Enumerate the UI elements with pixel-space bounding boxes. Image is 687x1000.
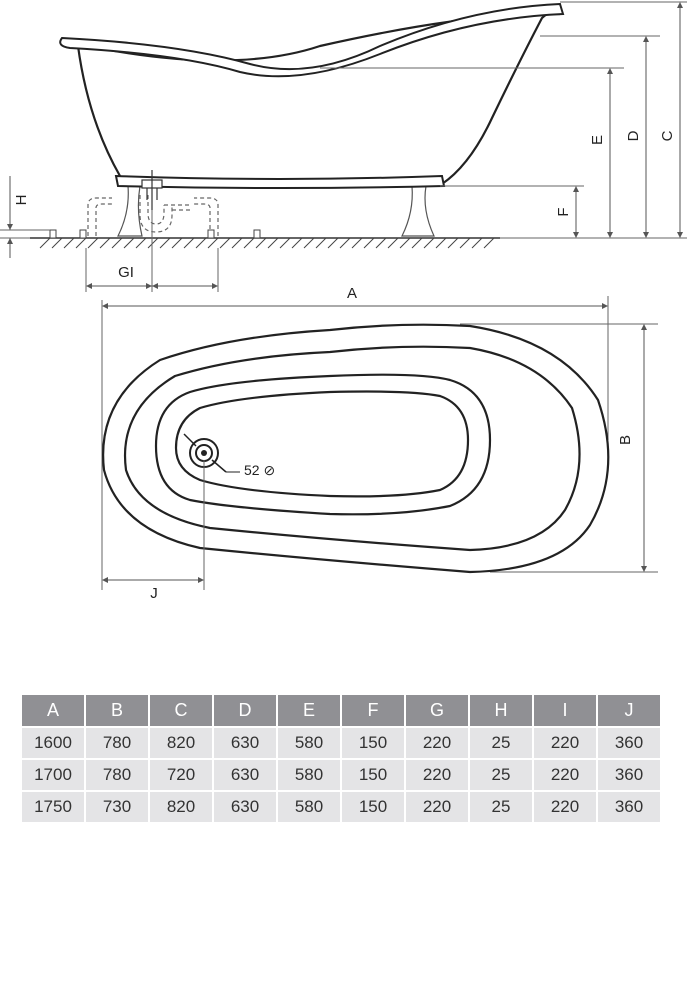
dim-label-j: J: [150, 585, 158, 602]
table-cell: 220: [534, 760, 596, 790]
table-cell: 730: [86, 792, 148, 822]
table-cell: 780: [86, 728, 148, 758]
col-header-h: H: [470, 695, 532, 726]
gi-dimension: [86, 210, 218, 292]
table-cell: 150: [342, 760, 404, 790]
table-cell: 1750: [22, 792, 84, 822]
drain-size-label: 52 ⊘: [244, 462, 276, 478]
table-cell: 220: [534, 728, 596, 758]
table-cell: 580: [278, 760, 340, 790]
floor-fixings: [50, 230, 260, 238]
table-cell: 1600: [22, 728, 84, 758]
table-row: [22, 760, 660, 790]
dim-label-h: H: [13, 194, 30, 206]
table-row: [22, 728, 660, 758]
dim-label-e: E: [589, 134, 606, 146]
col-header-b: B: [86, 695, 148, 726]
table-cell: 220: [534, 792, 596, 822]
dim-label-d: D: [625, 130, 642, 142]
dim-label-f: F: [555, 207, 572, 217]
table-cell: 360: [598, 760, 660, 790]
table-cell: 720: [150, 760, 212, 790]
table-cell: 820: [150, 728, 212, 758]
table-cell: 25: [470, 792, 532, 822]
dim-label-c: C: [659, 130, 676, 142]
col-header-j: J: [598, 695, 660, 726]
col-header-d: D: [214, 695, 276, 726]
table-cell: 360: [598, 728, 660, 758]
table-cell: 580: [278, 792, 340, 822]
floor-hatch: [40, 238, 494, 248]
table-cell: 630: [214, 728, 276, 758]
table-row: [22, 792, 660, 822]
waste-trap: [88, 195, 218, 236]
tub-side-profile: [78, 13, 560, 188]
table-cell: 580: [278, 728, 340, 758]
table-header-row: [22, 695, 660, 726]
table-cell: 630: [214, 760, 276, 790]
table-cell: 220: [406, 792, 468, 822]
table-cell: 25: [470, 760, 532, 790]
table-cell: 150: [342, 728, 404, 758]
col-header-e: E: [278, 695, 340, 726]
table-cell: 220: [406, 728, 468, 758]
table-cell: 1700: [22, 760, 84, 790]
col-header-a: A: [22, 695, 84, 726]
col-header-c: C: [150, 695, 212, 726]
table-cell: 360: [598, 792, 660, 822]
basin-floor: [176, 392, 468, 497]
tub-foot-left: [118, 186, 142, 236]
col-header-f: F: [342, 695, 404, 726]
table-cell: 150: [342, 792, 404, 822]
table-cell: 220: [406, 760, 468, 790]
dim-label-b: B: [617, 434, 634, 446]
table-cell: 25: [470, 728, 532, 758]
table-cell: 820: [150, 792, 212, 822]
dim-label-a: A: [346, 285, 358, 302]
dimensions-table: [20, 693, 662, 824]
col-header-i: I: [534, 695, 596, 726]
dim-label-gi: GI: [118, 264, 134, 281]
top-view: [102, 285, 658, 602]
table-cell: 630: [214, 792, 276, 822]
table-cell: 780: [86, 760, 148, 790]
tub-foot-right: [402, 186, 434, 236]
side-view: [0, 2, 687, 292]
col-header-g: G: [406, 695, 468, 726]
